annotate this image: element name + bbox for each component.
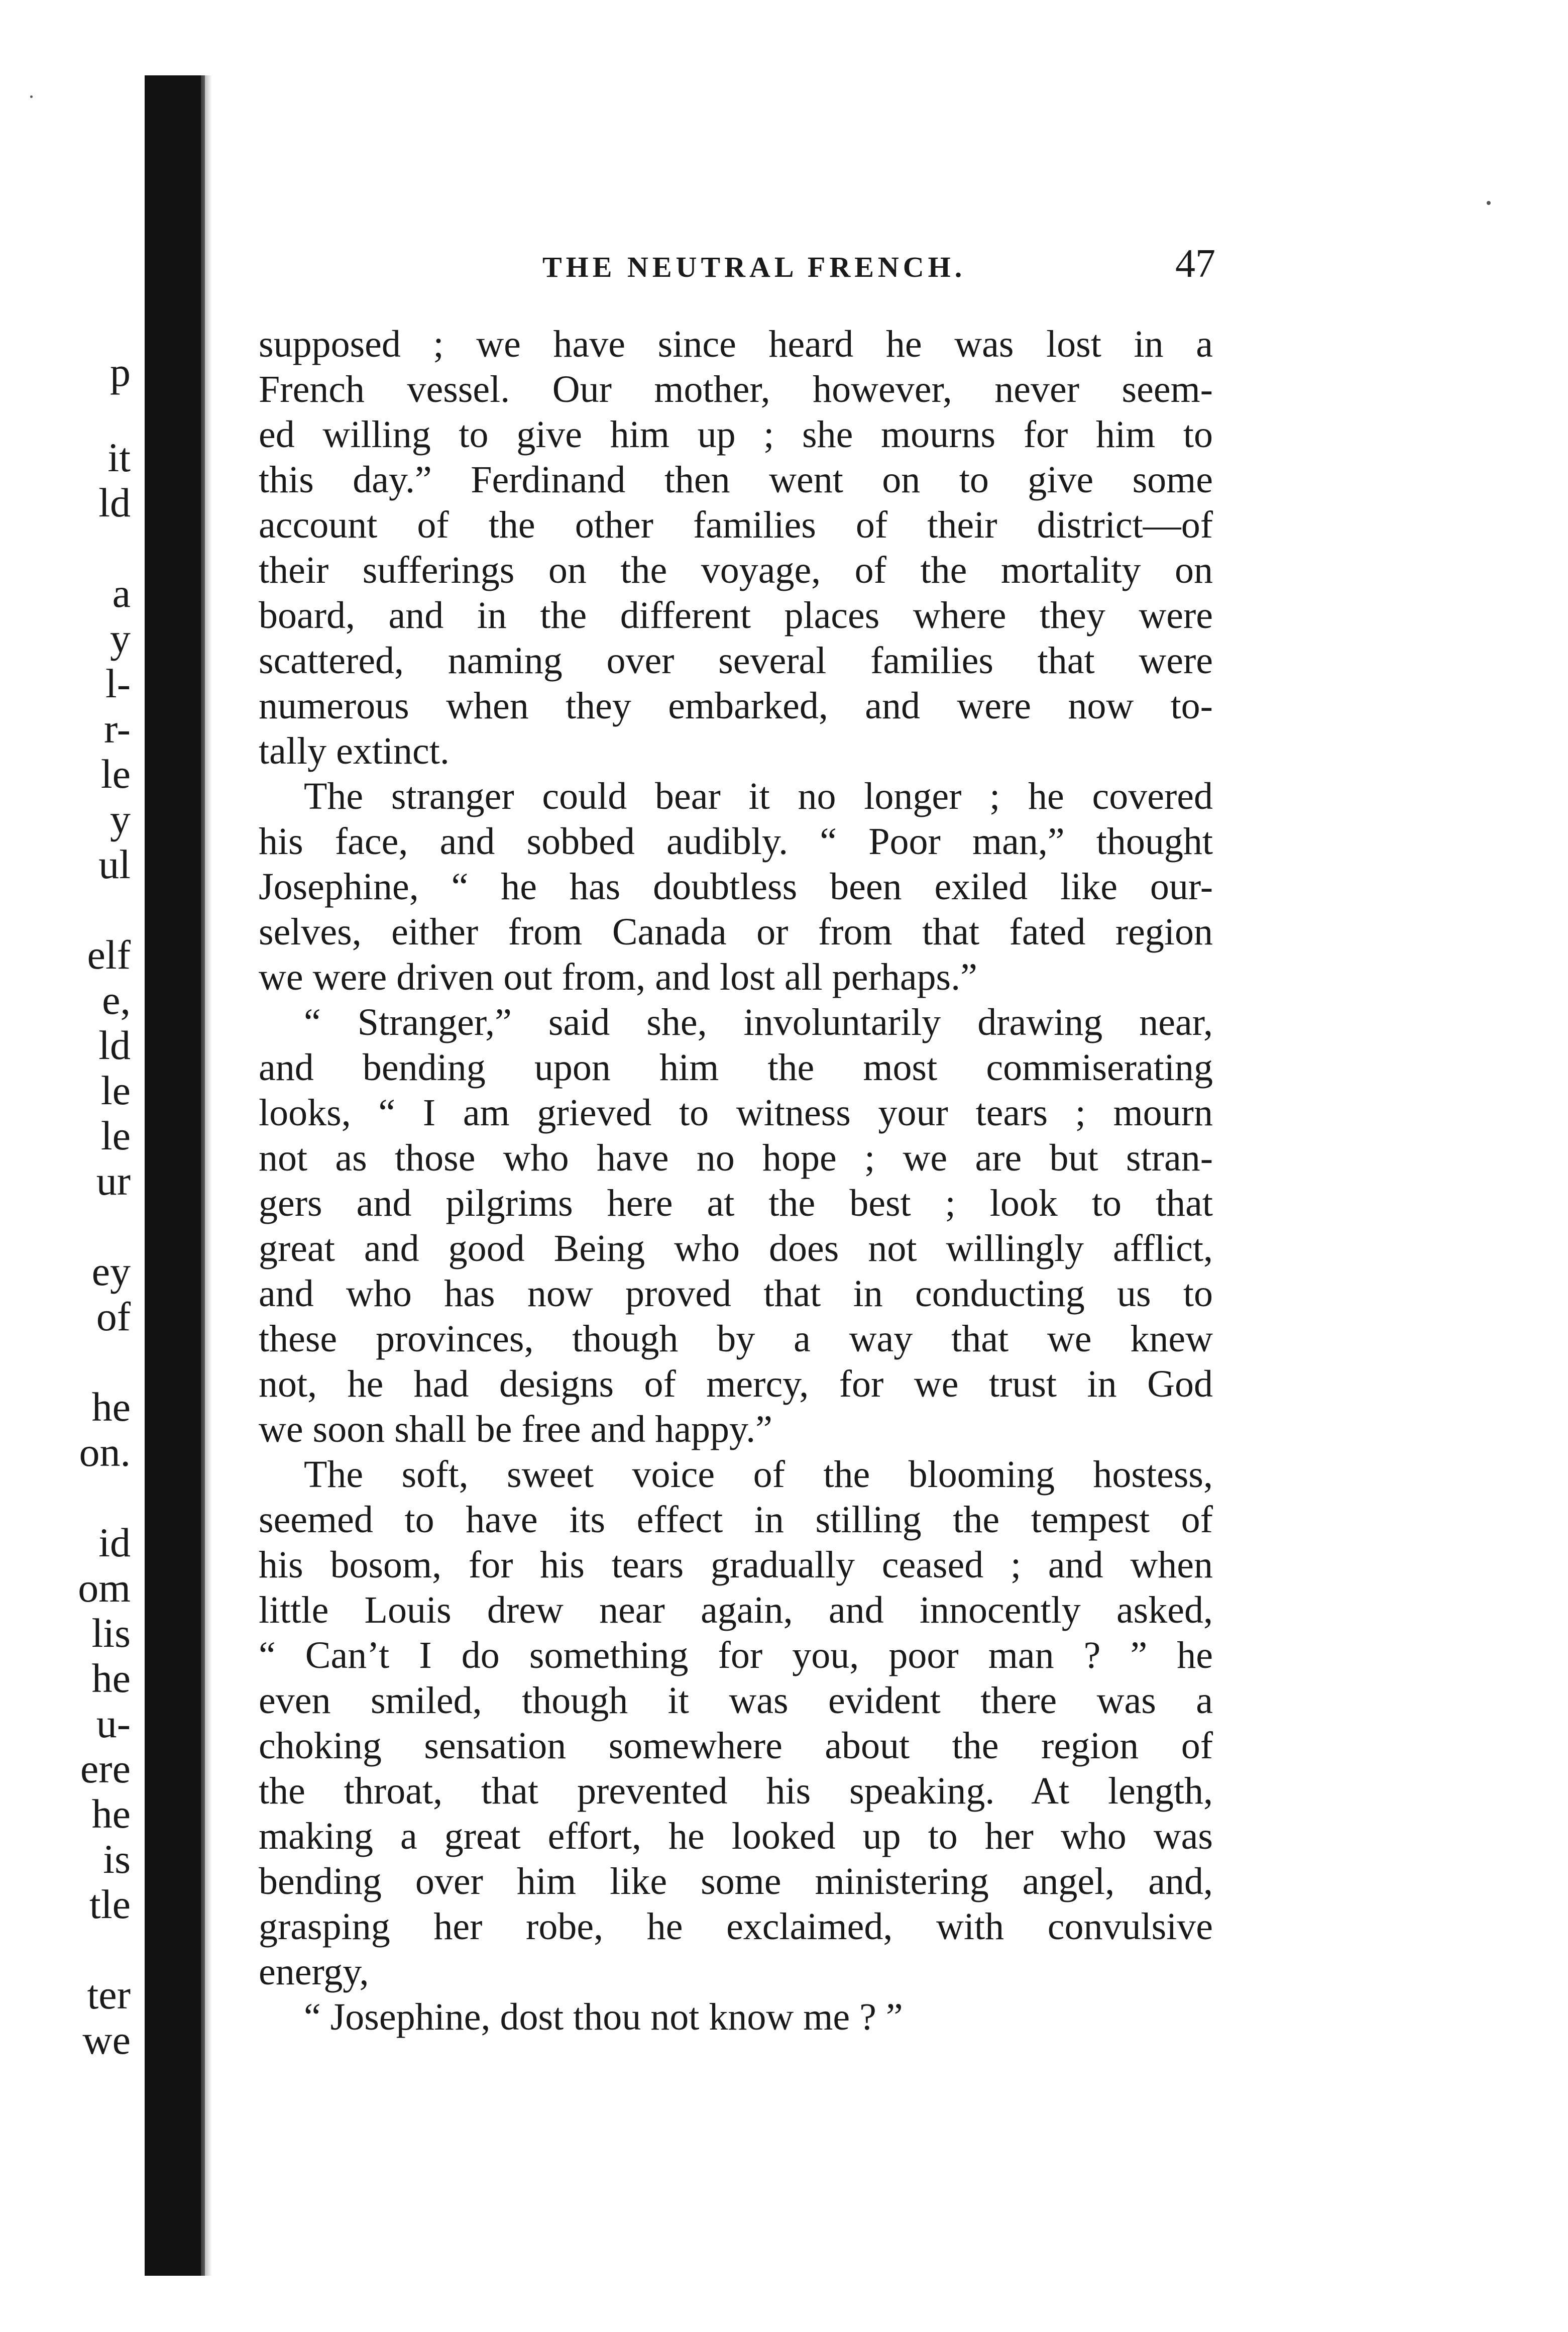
text-line: these provinces, though by a way that we knew bbox=[259, 1318, 1213, 1360]
scan-speck bbox=[1487, 201, 1491, 205]
fragment: ld bbox=[98, 480, 131, 525]
fragment: p bbox=[110, 349, 131, 395]
text-line: scattered, naming over several families that were bbox=[259, 640, 1213, 682]
text-line: little Louis drew near again, and innocently asked, bbox=[259, 1589, 1213, 1631]
fragment: of bbox=[96, 1294, 131, 1339]
text-line: we were driven out from, and lost all perhaps.” bbox=[259, 956, 977, 998]
text-line: great and good Being who does not willingly afflict, bbox=[259, 1227, 1213, 1269]
text-line: “ Stranger,” said she, involuntarily drawing near, bbox=[304, 1001, 1213, 1043]
binding-strip bbox=[145, 75, 205, 2276]
text-line: his face, and sobbed audibly. “ Poor man,” thought bbox=[259, 820, 1213, 863]
fragment: le bbox=[100, 1113, 131, 1158]
text-line: we soon shall be free and happy.” bbox=[259, 1408, 772, 1450]
text-line: account of the other families of their district—of bbox=[259, 504, 1213, 546]
binding-shadow bbox=[201, 75, 212, 2276]
fragment: le bbox=[100, 1068, 131, 1113]
fragment: y bbox=[110, 796, 131, 842]
text-line: French vessel. Our mother, however, never seem- bbox=[259, 368, 1213, 410]
text-line: numerous when they embarked, and were now to- bbox=[259, 685, 1213, 727]
facing-page-fragments bbox=[0, 0, 141, 2332]
fragment: on. bbox=[79, 1429, 131, 1475]
text-line: gers and pilgrims here at the best ; look to that bbox=[259, 1182, 1213, 1224]
fragment: r- bbox=[104, 706, 131, 752]
text-line: bending over him like some ministering angel, and, bbox=[259, 1860, 1213, 1902]
text-line: ed willing to give him up ; she mourns for him to bbox=[259, 413, 1213, 456]
text-line: and bending upon him the most commiserating bbox=[259, 1046, 1213, 1089]
text-line: this day.” Ferdinand then went on to give some bbox=[259, 459, 1213, 501]
text-line: even smiled, though it was evident there was a bbox=[259, 1679, 1213, 1722]
text-line: grasping her robe, he exclaimed, with convulsive bbox=[259, 1905, 1213, 1948]
fragment: u- bbox=[96, 1701, 131, 1746]
text-line: making a great effort, he looked up to her who was bbox=[259, 1815, 1213, 1857]
fragment: tle bbox=[89, 1881, 131, 1927]
text-line: looks, “ I am grieved to witness your tears ; mourn bbox=[259, 1092, 1213, 1134]
fragment: he bbox=[91, 1791, 131, 1837]
text-line: and who has now proved that in conducting us to bbox=[259, 1273, 1213, 1315]
text-line: their sufferings on the voyage, of the mortality on bbox=[259, 549, 1213, 591]
fragment: om bbox=[78, 1565, 131, 1611]
text-line: The stranger could bear it no longer ; he covered bbox=[304, 775, 1213, 817]
fragment: a bbox=[112, 570, 131, 616]
fragment: y bbox=[110, 615, 131, 661]
text-line: seemed to have its effect in stilling the tempest of bbox=[259, 1499, 1213, 1541]
fragment: ur bbox=[96, 1158, 131, 1204]
text-line: “ Josephine, dost thou not know me ? ” bbox=[304, 1996, 903, 2038]
text-line: “ Can’t I do something for you, poor man ? ” he bbox=[259, 1634, 1213, 1676]
text-line: selves, either from Canada or from that fated region bbox=[259, 911, 1213, 953]
text-line: choking sensation somewhere about the region of bbox=[259, 1725, 1213, 1767]
fragment: elf bbox=[87, 932, 131, 978]
text-line: Josephine, “ he has doubtless been exiled like our- bbox=[259, 866, 1213, 908]
fragment: ld bbox=[98, 1022, 131, 1068]
fragment: id bbox=[98, 1520, 131, 1565]
fragment: we bbox=[82, 2017, 131, 2063]
fragment: he bbox=[91, 1655, 131, 1701]
fragment: l- bbox=[105, 661, 131, 706]
fragment: lis bbox=[91, 1610, 131, 1656]
text-line: supposed ; we have since heard he was lost in a bbox=[259, 323, 1213, 365]
fragment: ter bbox=[87, 1972, 131, 2018]
fragment: ul bbox=[98, 841, 131, 887]
fragment: ey bbox=[91, 1248, 131, 1294]
text-line: The soft, sweet voice of the blooming hostess, bbox=[304, 1453, 1213, 1496]
fragment: he bbox=[91, 1384, 131, 1430]
body-text bbox=[259, 322, 1213, 2040]
fragment: le bbox=[100, 751, 131, 797]
running-head-title: THE NEUTRAL FRENCH. bbox=[542, 251, 966, 283]
running-head bbox=[261, 241, 1215, 301]
fragment: is bbox=[103, 1836, 131, 1882]
fragment: it bbox=[107, 435, 131, 480]
text-line: energy, bbox=[259, 1951, 369, 1993]
text-line: his bosom, for his tears gradually ceased ; and when bbox=[259, 1544, 1213, 1586]
fragment: e, bbox=[102, 977, 131, 1023]
text-line: the throat, that prevented his speaking. At length, bbox=[259, 1770, 1213, 1812]
scan-speck bbox=[30, 95, 33, 98]
text-line: not, he had designs of mercy, for we trust in God bbox=[259, 1363, 1213, 1405]
text-line: tally extinct. bbox=[259, 730, 450, 772]
text-line: board, and in the different places where they were bbox=[259, 594, 1213, 637]
page-number: 47 bbox=[1175, 242, 1215, 286]
text-line: not as those who have no hope ; we are but stran- bbox=[259, 1137, 1213, 1179]
fragment: ere bbox=[80, 1746, 131, 1791]
